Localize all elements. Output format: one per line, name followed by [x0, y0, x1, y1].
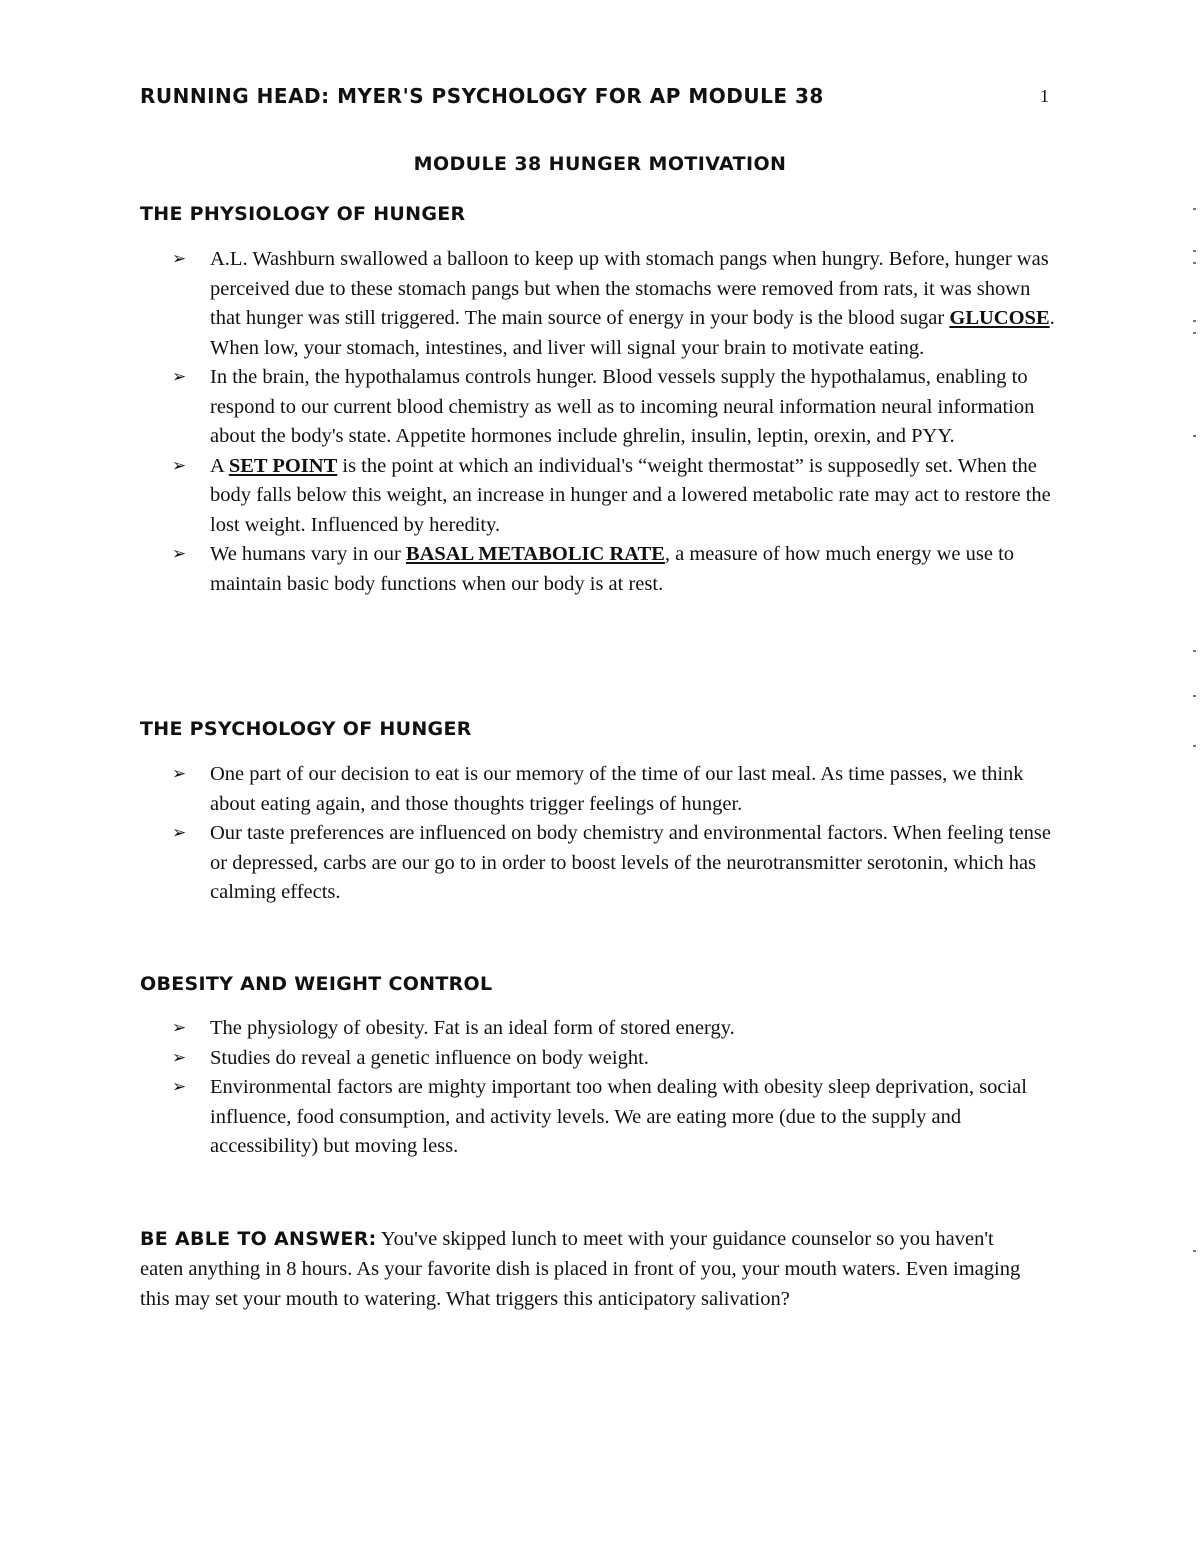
list-item: ➢ Environmental factors are mighty important too when dealing with obesity sleep deprivation, social influence, food consumption, and activity levels. We are eating more (due to the supply and accessibility) but moving less. [172, 1073, 1057, 1162]
list-item: ➢ A SET POINT is the point at which an individual's “weight thermostat” is supposedly set. When the body falls below this weight, an increase in hunger and a lowered metabolic rate may act to restore the lost weight. Influenced by heredity. [172, 452, 1057, 541]
list-item: ➢ The physiology of obesity. Fat is an ideal form of stored energy. [172, 1014, 1057, 1044]
section-heading-psychology: THE PSYCHOLOGY OF HUNGER [140, 718, 472, 740]
key-term-glucose: GLUCOSE [949, 307, 1050, 329]
physiology-bullet-list [172, 245, 1057, 599]
answer-question-text: You've skipped lunch to meet with your guidance counselor so you haven't eaten anything in 8 hours. As your favorite dish is placed in front of you, your mouth waters. Even imaging this may set your mouth to watering. What triggers this anticipatory salivation? [140, 1228, 1021, 1310]
answer-lead-label: BE ABLE TO ANSWER: [140, 1228, 377, 1250]
running-head: RUNNING HEAD: MYER'S PSYCHOLOGY FOR AP MODULE 38 [140, 84, 824, 108]
scan-artifact [1193, 695, 1196, 697]
scan-artifact [1193, 435, 1196, 437]
scan-artifact [1193, 650, 1196, 652]
key-term-set-point: SET POINT [228, 454, 338, 477]
arrowhead-bullet-icon: ➢ [172, 764, 187, 784]
obesity-bullet-list [172, 1014, 1057, 1162]
scan-artifact [1193, 262, 1196, 264]
arrowhead-bullet-icon: ➢ [172, 249, 187, 269]
arrowhead-bullet-icon: ➢ [172, 367, 187, 387]
scan-artifact [1193, 1250, 1196, 1252]
list-item: ➢ In the brain, the hypothalamus controls hunger. Blood vessels supply the hypothalamus, enabling to respond to our current blood chemistry as well as to incoming neural information neural information about the body's state. Appetite hormones include ghrelin, insulin, leptin, orexin, and PYY. [172, 363, 1057, 452]
be-able-to-answer-paragraph [140, 1224, 1040, 1314]
scan-artifact [1193, 208, 1196, 210]
arrowhead-bullet-icon: ➢ [172, 1047, 187, 1068]
key-term-basal-metabolic-rate: BASAL METABOLIC RATE [405, 543, 665, 565]
psychology-bullet-list [172, 760, 1057, 908]
list-item: ➢ Studies do reveal a genetic influence on body weight. [172, 1044, 1057, 1074]
scan-artifact [1193, 320, 1196, 322]
list-item: ➢ Our taste preferences are influenced on body chemistry and environmental factors. When feeling tense or depressed, carbs are our go to in order to boost levels of the neurotransmitter serotonin, which has calming effects. [172, 819, 1057, 908]
arrowhead-bullet-icon: ➢ [172, 1077, 187, 1097]
scan-artifact [1193, 250, 1196, 252]
document-title: MODULE 38 HUNGER MOTIVATION [413, 153, 787, 175]
list-item: ➢ A.L. Washburn swallowed a balloon to keep up with stomach pangs when hungry. Before, hunger was perceived due to these stomach pangs but when the stomachs were removed from rats, it was shown that hunger was still triggered. The main source of energy in your body is the blood sugar GLUCOSE. When low, your stomach, intestines, and liver will signal your brain to motivate eating. [172, 245, 1057, 363]
section-heading-obesity: OBESITY AND WEIGHT CONTROL [140, 973, 493, 995]
arrowhead-bullet-icon: ➢ [172, 823, 187, 843]
arrowhead-bullet-icon: ➢ [172, 1018, 187, 1038]
page-number: 1 [1040, 86, 1049, 106]
arrowhead-bullet-icon: ➢ [172, 455, 187, 476]
list-item: ➢ We humans vary in our BASAL METABOLIC RATE, a measure of how much energy we use to maintain basic body functions when our body is at rest. [172, 540, 1057, 599]
list-item: ➢ One part of our decision to eat is our memory of the time of our last meal. As time passes, we think about eating again, and those thoughts trigger feelings of hunger. [172, 760, 1057, 819]
section-heading-physiology: THE PHYSIOLOGY OF HUNGER [140, 203, 466, 225]
scan-artifact [1193, 745, 1196, 747]
scan-artifact [1193, 332, 1196, 334]
arrowhead-bullet-icon: ➢ [172, 544, 187, 564]
